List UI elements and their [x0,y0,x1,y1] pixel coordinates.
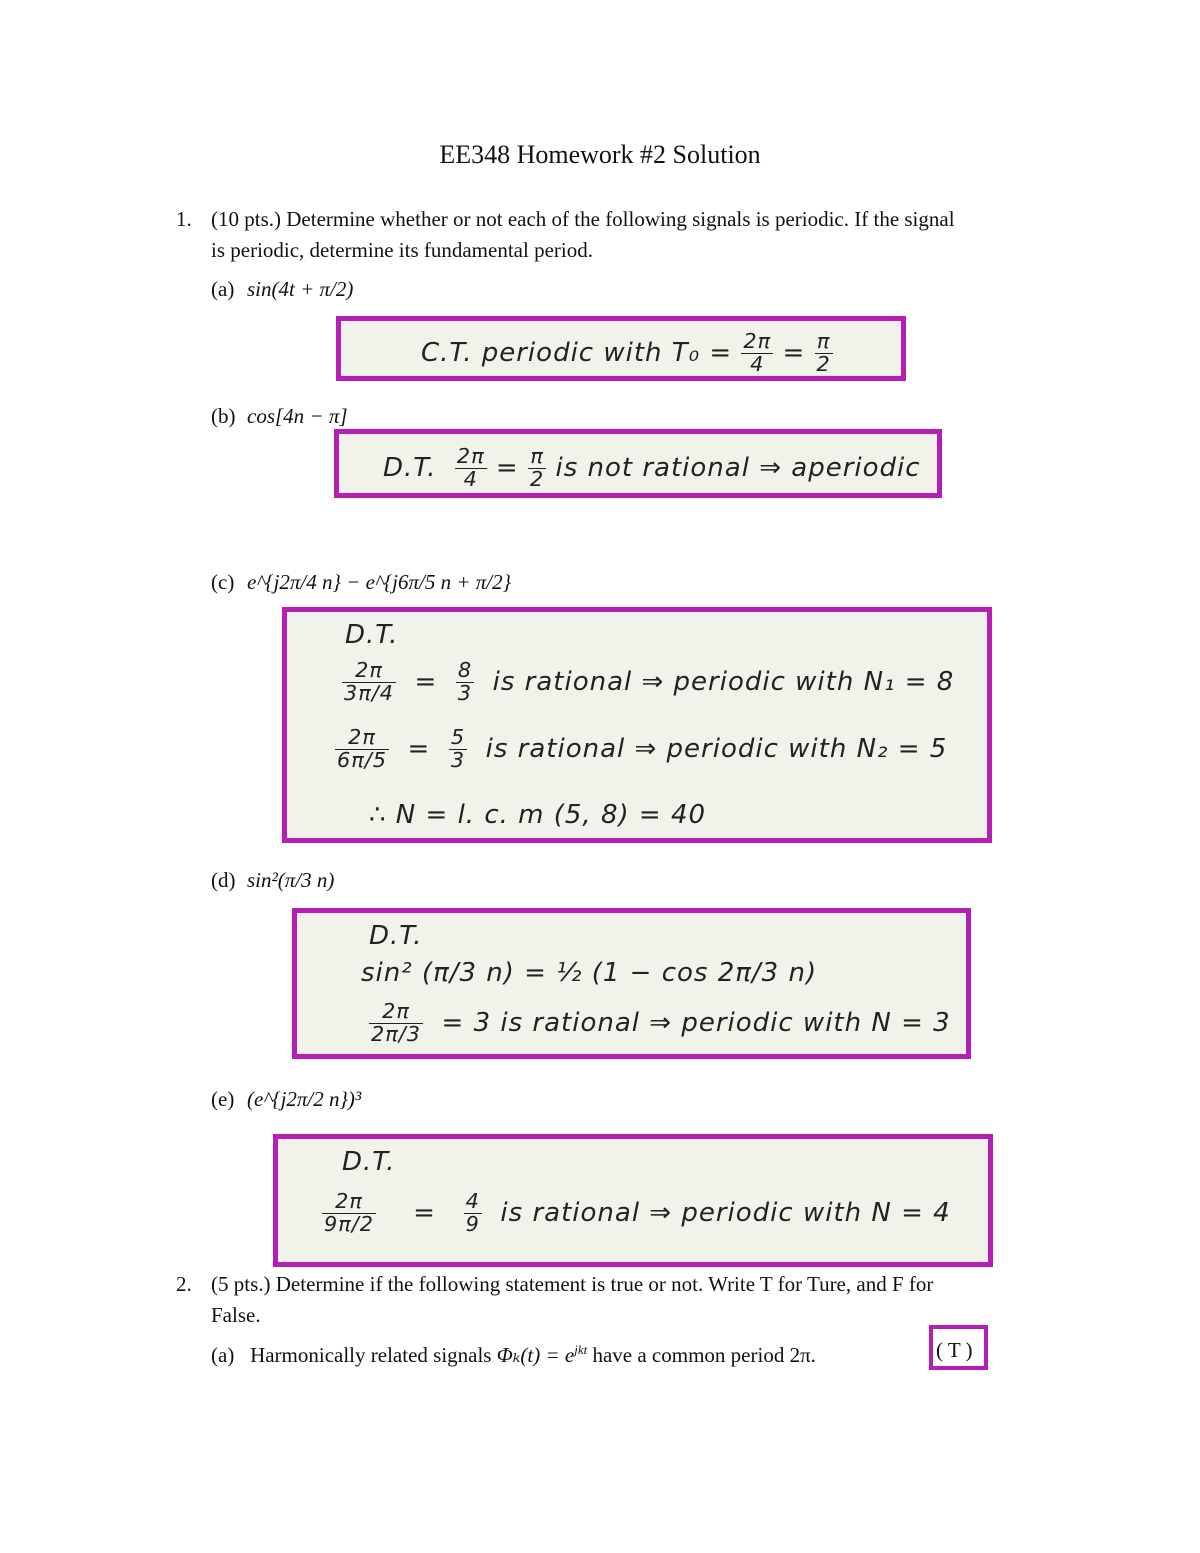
q1c-heading: D.T. [345,620,399,650]
q2a-text-before: Harmonically related signals [250,1343,492,1367]
page-title: EE348 Homework #2 Solution [439,140,761,169]
q1e-answer-box [273,1134,993,1267]
q1d-line2: $\frac{2\pi}{2\pi/3}$ = 3 is rational ⇒ periodic with N = 3 [371,999,951,1046]
q1d-line1: sin² (π/3 n) = ½ (1 − cos 2π/3 n) [361,958,818,988]
q1e-expression: (e^{j2π/2 n})³ [247,1087,362,1111]
q1-line1: (10 pts.) Determine whether or not each of the following signals is periodic. If the signal [211,207,955,231]
q1c-line2: $\frac{2\pi}{6\pi/5}$ = $\frac{5}{3}$ is rational ⇒ periodic with N₂ = 5 [337,725,948,772]
q1c-line3: ∴ N = l. c. m (5, 8) = 40 [369,800,707,830]
q1-line2: is periodic, determine its fundamental period. [211,238,593,262]
fraction: $\frac{2\pi}{2\pi/3}$ [371,999,421,1046]
fraction: $\frac{\pi}{2}$ [816,329,831,376]
q1a-answer-box [336,316,906,381]
fraction: $\frac{2\pi}{6\pi/5}$ [337,725,387,772]
q1b-label: (b) [211,404,236,428]
fraction: $\frac{2\pi}{4}$ [456,444,485,491]
q1c-expression: e^{j2π/4 n} − e^{j6π/5 n + π/2} [247,570,512,594]
q2a-formula: $\Phi_k(t) = e^{jkt}$ [496,1342,588,1367]
q1e-heading: D.T. [342,1147,396,1177]
q1d-label: (d) [211,868,236,892]
fraction: $\frac{4}{9}$ [465,1189,480,1236]
q1b-expression: cos[4n − π] [247,404,348,428]
q1a-expression: sin(4t + π/2) [247,277,354,301]
fraction: $\frac{2\pi}{9\pi/2}$ [324,1189,374,1236]
fraction: $\frac{2\pi}{4}$ [743,329,772,376]
q2a-answer-box [929,1325,988,1370]
q1b-answer-box [334,429,942,498]
fraction: $\frac{2\pi}{3\pi/4}$ [344,658,394,705]
q1c-line1: $\frac{2\pi}{3\pi/4}$ = $\frac{8}{3}$ is rational ⇒ periodic with N₁ = 8 [344,658,955,705]
q1c-answer-box [282,607,992,843]
q1d-heading: D.T. [369,921,423,951]
q1b-answer: D.T. $\frac{2\pi}{4}$ = $\frac{\pi}{2}$ is not rational ⇒ aperiodic [383,444,921,491]
q1d-answer-box [292,908,971,1059]
q2a-answer: ( T ) [936,1338,973,1362]
q2a-statement [211,1334,816,1371]
fraction: $\frac{5}{3}$ [450,725,466,772]
q1e-line1: $\frac{2\pi}{9\pi/2}$ = $\frac{4}{9}$ is rational ⇒ periodic with N = 4 [324,1189,951,1236]
q2-number: 2. [176,1272,192,1296]
q2a-text-after: have a common period 2π. [592,1343,816,1367]
q1a-answer: C.T. periodic with T₀ = $\frac{2\pi}{4}$ = $\frac{\pi}{2}$ [421,329,831,376]
fraction: $\frac{\pi}{2}$ [529,444,545,491]
fraction: $\frac{8}{3}$ [457,658,473,705]
q1e-label: (e) [211,1087,235,1111]
q2-line2: False. [211,1303,261,1327]
q2a-label: (a) [211,1343,235,1367]
q1c-label: (c) [211,570,235,594]
q1a-label: (a) [211,277,235,301]
q1d-expression: sin²(π/3 n) [247,868,335,892]
q2-line1: (5 pts.) Determine if the following statement is true or not. Write T for Ture, and F for [211,1272,934,1296]
q1-number: 1. [176,207,192,231]
